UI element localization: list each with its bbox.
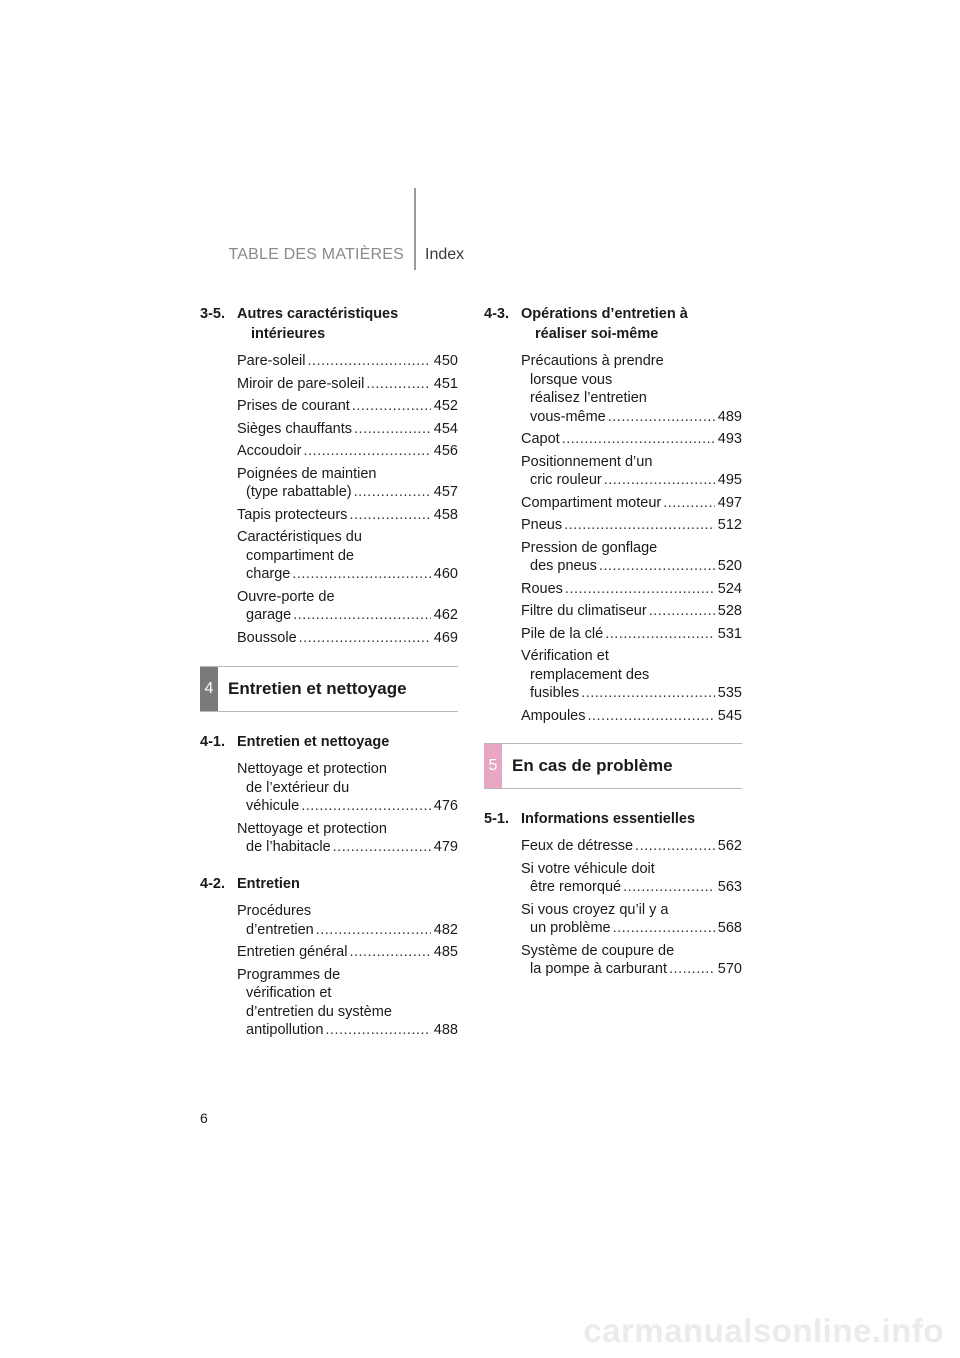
toc-entry[interactable] — [200, 943, 458, 962]
entry-last-line — [521, 471, 742, 490]
entry-last-line — [521, 707, 742, 726]
entry-label: cric rouleur — [530, 472, 602, 488]
entry-page-number: 528 — [717, 603, 742, 619]
entry-label: Vérification et — [521, 648, 609, 664]
entry-page-number: 493 — [717, 431, 742, 447]
entry-page-number: 450 — [433, 353, 458, 369]
entry-label: Programmes de — [237, 966, 341, 983]
dot-leader — [663, 494, 715, 513]
dot-leader — [587, 707, 714, 726]
entry-last-line — [521, 557, 742, 576]
toc-section — [484, 304, 742, 725]
entry-label: Filtre du climatiseur — [521, 603, 647, 619]
entry-last-line — [237, 352, 458, 371]
entry-last-line — [237, 420, 458, 439]
toc-entry[interactable] — [484, 837, 742, 856]
entry-page-number: 479 — [433, 839, 458, 855]
toc-entry[interactable] — [200, 820, 458, 857]
entry-label: vous-même — [530, 408, 606, 425]
toc-section — [484, 809, 742, 979]
section-title-line: Entretien et nettoyage — [237, 734, 390, 750]
toc-entry[interactable] — [200, 375, 458, 394]
chapter-header[interactable] — [484, 743, 742, 789]
entry-label: Feux de détresse — [521, 838, 634, 854]
entry-last-line — [237, 397, 458, 416]
watermark: carmanualsonline.info — [583, 1312, 944, 1349]
section-number: 4-2. — [200, 876, 225, 892]
dot-leader — [581, 684, 715, 703]
entry-last-line — [521, 408, 742, 427]
section-title-line: intérieures — [251, 326, 326, 342]
section-heading[interactable] — [484, 304, 742, 344]
entry-label: Ampoules — [521, 707, 586, 724]
section-title-line: Opérations d’entretien à — [521, 306, 688, 322]
entry-label: Pression de gonflage — [521, 539, 658, 556]
section-heading[interactable] — [200, 304, 458, 344]
dot-leader — [316, 921, 431, 940]
dot-leader — [325, 1021, 430, 1040]
entry-last-line — [237, 921, 458, 940]
dot-leader — [613, 919, 715, 938]
entry-label: charge — [246, 566, 291, 582]
entry-page-number: 568 — [717, 920, 742, 936]
entry-label: véhicule — [246, 798, 300, 814]
entry-page-number: 545 — [717, 707, 742, 724]
entry-page-number: 488 — [433, 1022, 458, 1038]
chapter-title: En cas de problème — [512, 756, 673, 775]
toc-entry[interactable] — [484, 942, 742, 979]
entry-last-line — [521, 580, 742, 599]
toc-entry[interactable] — [200, 528, 458, 584]
dot-leader — [635, 837, 715, 856]
entry-label: un problème — [530, 920, 611, 936]
toc-entry[interactable] — [200, 506, 458, 525]
section-title — [484, 809, 742, 829]
entry-label: lorsque vous — [530, 371, 613, 388]
entry-last-line — [237, 797, 458, 816]
dot-leader — [352, 397, 431, 416]
entry-last-line — [237, 838, 458, 857]
entry-label: remplacement des — [530, 666, 650, 683]
nav-index-link[interactable]: Index — [425, 246, 465, 263]
dot-leader — [292, 565, 430, 584]
entry-last-line — [237, 565, 458, 584]
toc-entry[interactable] — [484, 707, 742, 726]
chapter-number-tab: 4 — [200, 667, 218, 711]
entry-page-number: 489 — [717, 408, 742, 425]
entry-label: Prises de courant — [237, 398, 350, 414]
entry-label: Système de coupure de — [521, 942, 675, 959]
top-navigation — [0, 0, 960, 270]
entry-label: vérification et — [246, 985, 332, 1001]
dot-leader — [293, 606, 431, 625]
dot-leader — [604, 471, 715, 490]
section-title-line: Autres caractéristiques — [237, 306, 399, 322]
entry-page-number: 482 — [433, 921, 458, 938]
dot-leader — [354, 420, 431, 439]
entry-page-number: 457 — [433, 484, 458, 500]
toc-entry[interactable] — [484, 625, 742, 644]
entry-label: d’entretien du système — [246, 1003, 392, 1020]
entry-label: compartiment de — [246, 547, 354, 564]
entry-label: Sièges chauffants — [237, 420, 353, 437]
dot-leader — [623, 878, 715, 897]
dot-leader — [366, 375, 430, 394]
toc-entry[interactable] — [484, 539, 742, 576]
entry-label: Boussole — [237, 629, 297, 646]
section-number: 5-1. — [484, 811, 509, 827]
entry-page-number: 495 — [717, 472, 742, 488]
entry-page-number: 497 — [717, 494, 742, 511]
entry-label: être remorqué — [530, 879, 622, 895]
toc-entry[interactable] — [200, 760, 458, 816]
entry-last-line — [237, 1021, 458, 1040]
dot-leader — [608, 408, 715, 427]
toc-entry[interactable] — [484, 352, 742, 426]
dot-leader — [565, 580, 715, 599]
entry-page-number: 562 — [717, 838, 742, 854]
entry-label: Pneus — [521, 517, 563, 533]
toc-entry[interactable] — [484, 430, 742, 449]
entry-label: antipollution — [246, 1022, 324, 1038]
dot-leader — [301, 797, 431, 816]
entry-label: Compartiment moteur — [521, 494, 662, 511]
entry-page-number: 535 — [717, 685, 742, 701]
dot-leader — [354, 483, 431, 502]
entry-label: Si vous croyez qu’il y a — [521, 901, 669, 918]
entry-page-number: 531 — [717, 625, 742, 642]
entry-label: Ouvre-porte de — [237, 588, 335, 605]
section-title — [484, 304, 742, 344]
entry-page-number: 452 — [433, 398, 458, 414]
toc-section — [200, 874, 458, 1040]
dot-leader — [299, 629, 431, 648]
entry-label: réalisez l’entretien — [530, 390, 647, 406]
entry-label: Poignées de maintien — [237, 465, 377, 482]
toc-entry[interactable] — [484, 602, 742, 621]
dot-leader — [349, 943, 430, 962]
dot-leader — [605, 625, 715, 644]
entry-page-number: 454 — [433, 420, 458, 437]
section-title — [200, 304, 458, 344]
entry-page-number: 460 — [433, 566, 458, 582]
entry-last-line — [521, 919, 742, 938]
section-number: 3-5. — [200, 306, 225, 322]
toc-entry[interactable] — [484, 516, 742, 535]
section-heading[interactable] — [200, 732, 458, 752]
toc-section — [200, 732, 458, 857]
toc-entry[interactable] — [200, 902, 458, 939]
dot-leader — [349, 506, 430, 525]
entry-label: Précautions à prendre — [521, 353, 664, 369]
entry-label: la pompe à carburant — [530, 961, 668, 977]
dot-leader — [333, 838, 431, 857]
section-title-line: Entretien — [237, 876, 300, 892]
entry-label: Entretien général — [237, 944, 348, 960]
toc-entry[interactable] — [200, 588, 458, 625]
toc-entry[interactable] — [200, 442, 458, 461]
entry-page-number: 563 — [717, 879, 742, 895]
entry-page-number: 451 — [433, 375, 458, 392]
toc-entry[interactable] — [484, 494, 742, 513]
entry-label: Procédures — [237, 903, 312, 919]
entry-last-line — [521, 602, 742, 621]
entry-label: des pneus — [530, 558, 597, 574]
chapter-header[interactable] — [200, 666, 458, 712]
entry-page-number: 456 — [433, 443, 458, 459]
entry-label: fusibles — [530, 685, 580, 701]
entry-label: d’entretien — [246, 921, 314, 938]
entry-last-line — [521, 430, 742, 449]
toc-section — [200, 304, 458, 647]
entry-last-line — [237, 375, 458, 394]
section-heading[interactable] — [484, 809, 742, 829]
entry-last-line — [237, 943, 458, 962]
entry-label: Si votre véhicule doit — [521, 860, 655, 877]
entry-page-number: 462 — [433, 607, 458, 623]
entry-last-line — [521, 625, 742, 644]
entry-page-number: 570 — [717, 961, 742, 977]
section-heading[interactable] — [200, 874, 458, 894]
toc-entry[interactable] — [200, 420, 458, 439]
entry-page-number: 476 — [433, 798, 458, 814]
entry-label: Caractéristiques du — [237, 529, 362, 545]
entry-label: Pile de la clé — [521, 625, 604, 642]
entry-label: garage — [246, 607, 292, 623]
toc-entry[interactable] — [200, 465, 458, 502]
dot-leader — [562, 430, 715, 449]
toc-entry[interactable] — [484, 647, 742, 703]
entry-page-number: 485 — [433, 944, 458, 960]
section-title — [200, 732, 458, 752]
toc-entry[interactable] — [200, 629, 458, 648]
nav-divider — [414, 188, 416, 270]
toc-entry[interactable] — [484, 901, 742, 938]
section-number: 4-3. — [484, 306, 509, 322]
dot-leader — [564, 516, 715, 535]
entry-label: (type rabattable) — [246, 484, 352, 500]
entry-page-number: 469 — [433, 629, 458, 646]
entry-page-number: 512 — [717, 517, 742, 533]
toc-entry[interactable] — [484, 580, 742, 599]
chapter-title: Entretien et nettoyage — [228, 679, 407, 698]
entry-last-line — [521, 516, 742, 535]
entry-last-line — [237, 483, 458, 502]
toc-entry[interactable] — [484, 453, 742, 490]
dot-leader — [599, 557, 715, 576]
entry-last-line — [237, 442, 458, 461]
entry-last-line — [521, 878, 742, 897]
entry-page-number: 524 — [717, 580, 742, 597]
entry-last-line — [521, 960, 742, 979]
section-title-line: réaliser soi-même — [535, 326, 659, 342]
section-title — [200, 874, 458, 894]
page-number: 6 — [200, 1110, 208, 1126]
entry-label: Pare-soleil — [237, 353, 306, 369]
entry-label: Positionnement d’un — [521, 453, 653, 470]
entry-page-number: 520 — [717, 558, 742, 574]
toc-entry[interactable] — [200, 352, 458, 371]
toc-entry[interactable] — [200, 397, 458, 416]
section-number: 4-1. — [200, 734, 225, 750]
entry-label: Capot — [521, 431, 560, 447]
nav-toc-link[interactable]: TABLE DES MATIÈRES — [228, 246, 404, 263]
dot-leader — [649, 602, 715, 621]
entry-label: Miroir de pare-soleil — [237, 375, 365, 392]
entry-label: Tapis protecteurs — [237, 506, 348, 523]
entry-last-line — [237, 606, 458, 625]
entry-label: de l’extérieur du — [246, 779, 350, 796]
section-title-line: Informations essentielles — [521, 811, 696, 827]
dot-leader — [303, 442, 430, 461]
entry-last-line — [521, 837, 742, 856]
entry-label: de l’habitacle — [246, 839, 331, 855]
entry-last-line — [521, 494, 742, 513]
entry-page-number: 458 — [433, 506, 458, 523]
entry-last-line — [237, 629, 458, 648]
entry-last-line — [237, 506, 458, 525]
dot-leader — [308, 352, 431, 371]
toc-entry[interactable] — [200, 966, 458, 1040]
chapter-number-tab: 5 — [484, 744, 502, 788]
entry-label: Accoudoir — [237, 443, 302, 459]
dot-leader — [669, 960, 715, 979]
entry-label: Nettoyage et protection — [237, 761, 387, 777]
entry-last-line — [521, 684, 742, 703]
entry-label: Roues — [521, 580, 563, 597]
entry-label: Nettoyage et protection — [237, 820, 387, 837]
toc-entry[interactable] — [484, 860, 742, 897]
